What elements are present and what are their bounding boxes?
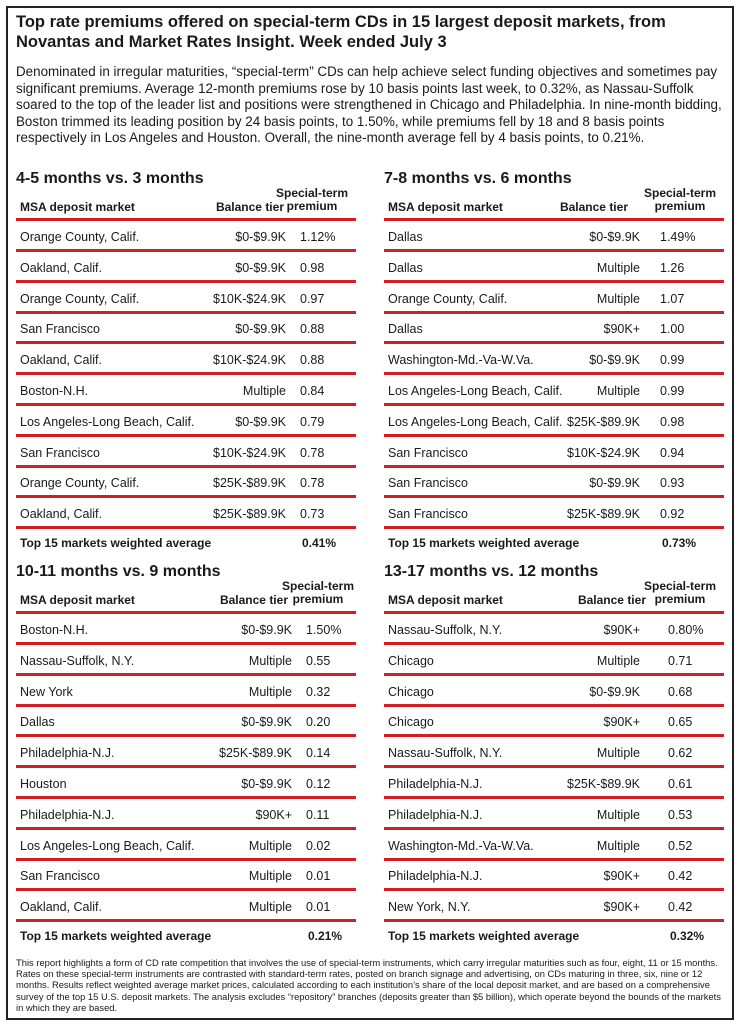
row-divider <box>384 734 724 737</box>
header-market: MSA deposit market <box>388 593 503 607</box>
row-balance-tier: Multiple <box>596 384 640 398</box>
header-market: MSA deposit market <box>20 593 135 607</box>
row-market: San Francisco <box>388 445 468 460</box>
row-market: Chicago <box>388 684 434 699</box>
table-row <box>384 646 724 676</box>
row-premium: 0.55 <box>306 653 331 668</box>
table-row <box>384 831 724 861</box>
row-divider <box>384 311 724 314</box>
row-balance-tier: $10K-$24.9K <box>213 353 286 368</box>
table-row <box>384 769 724 799</box>
row-balance-tier: $25K-$89.9K <box>213 507 286 522</box>
row-balance-tier: Multiple <box>248 838 292 853</box>
header-market: MSA deposit market <box>20 200 135 214</box>
row-balance-tier: Multiple <box>248 653 292 668</box>
row-balance-tier: $90K+ <box>603 869 640 884</box>
row-divider <box>384 403 724 406</box>
row-market: San Francisco <box>20 445 100 460</box>
table-row <box>16 438 356 468</box>
row-premium: 0.01 <box>306 900 331 915</box>
row-premium: 1.07 <box>660 291 685 306</box>
table-row <box>16 222 356 252</box>
table-row <box>16 345 356 375</box>
row-market: Chicago <box>388 715 434 730</box>
table-row <box>384 892 724 922</box>
table-row <box>384 376 724 406</box>
row-market: Washington-Md.-Va-W.Va. <box>388 838 534 853</box>
row-market: Los Angeles-Long Beach, Calif. <box>20 414 195 429</box>
weighted-average-label: Top 15 markets weighted average <box>20 536 212 550</box>
row-divider <box>16 249 356 252</box>
table-row <box>16 646 356 676</box>
row-balance-tier: Multiple <box>596 838 640 853</box>
row-balance-tier: $0-$9.9K <box>589 684 640 699</box>
row-balance-tier: Multiple <box>248 684 292 699</box>
row-divider <box>16 734 356 737</box>
table-row <box>16 253 356 283</box>
row-divider <box>16 611 356 614</box>
row-balance-tier: Multiple <box>596 260 640 275</box>
row-balance-tier: $25K-$89.9K <box>567 507 640 522</box>
table-row <box>16 314 356 344</box>
row-divider <box>16 673 356 676</box>
row-market: Nassau-Suffolk, N.Y. <box>20 653 135 668</box>
table-row <box>384 707 724 737</box>
row-premium: 0.14 <box>306 746 331 761</box>
row-market: Los Angeles-Long Beach, Calif. <box>20 838 195 853</box>
table-row <box>384 407 724 437</box>
row-market: San Francisco <box>388 507 468 522</box>
row-premium: 0.92 <box>660 507 685 522</box>
row-premium: 0.61 <box>668 777 693 791</box>
row-divider <box>16 311 356 314</box>
row-balance-tier: Multiple <box>596 746 640 761</box>
row-balance-tier: $25K-$89.9K <box>219 746 292 761</box>
table-row <box>384 861 724 891</box>
row-divider <box>384 919 724 922</box>
row-divider <box>384 611 724 614</box>
row-balance-tier: $0-$9.9K <box>235 230 286 244</box>
row-balance-tier: $90K+ <box>603 322 640 337</box>
row-premium: 0.94 <box>660 445 685 460</box>
table-row <box>384 615 724 645</box>
intro-paragraph: Denominated in irregular maturities, “special-term” CDs can help achieve select funding objectives and sometimes pay significant premiums. Average 12-month premiums rose by 10 basis points last week, to 0.32%, as Nassau-Suffolk soared to the top of the leader list and positions were strengthened in Chicago and Philadelphia. In nine-month bidding, Boston trimmed its leading position by 24 basis points, to 1.50%, while premiums fell by 18 and 8 basis points respectively in Los Angeles and Houston. Overall, the nine-month average fell by 4 basis points, to 0.21%. <box>16 64 722 145</box>
table-row <box>16 861 356 891</box>
header-tier: Balance tier <box>219 593 288 607</box>
header-premium: Special-term premium <box>643 579 717 606</box>
row-market: Dallas <box>388 260 423 275</box>
row-divider <box>16 827 356 830</box>
row-balance-tier: $0-$9.9K <box>235 322 286 337</box>
row-divider <box>384 642 724 645</box>
row-divider <box>384 827 724 830</box>
table-row <box>16 738 356 768</box>
table-row <box>16 615 356 645</box>
report-title: Top rate premiums offered on special-term CDs in 15 largest deposit markets, from Novantas and Market Rates Insight. Week ended July 3 <box>16 13 666 51</box>
row-divider <box>16 888 356 891</box>
row-premium: 1.26 <box>660 260 685 275</box>
row-balance-tier: $90K+ <box>603 623 640 637</box>
row-divider <box>16 372 356 375</box>
row-premium: 0.80% <box>668 623 704 637</box>
row-balance-tier: $0-$9.9K <box>235 260 286 275</box>
row-divider <box>384 465 724 468</box>
row-premium: 0.42 <box>668 869 693 884</box>
row-premium: 0.68 <box>668 684 693 699</box>
row-premium: 0.78 <box>300 476 325 491</box>
table-row <box>16 769 356 799</box>
table-row <box>16 707 356 737</box>
panel-title: 10-11 months vs. 9 months <box>16 563 221 580</box>
row-balance-tier: $10K-$24.9K <box>213 445 286 460</box>
row-premium: 1.00 <box>660 322 685 337</box>
row-divider <box>16 434 356 437</box>
row-market: Boston-N.H. <box>20 623 89 637</box>
row-premium: 0.88 <box>300 353 325 368</box>
row-market: Oakland, Calif. <box>20 507 102 522</box>
row-balance-tier: $0-$9.9K <box>235 414 286 429</box>
row-balance-tier: Multiple <box>248 900 292 915</box>
row-divider <box>384 526 724 529</box>
row-market: Chicago <box>388 653 434 668</box>
table-row <box>16 892 356 922</box>
row-premium: 0.99 <box>660 384 685 398</box>
row-premium: 0.84 <box>300 384 325 398</box>
row-market: Nassau-Suffolk, N.Y. <box>388 746 503 761</box>
row-divider <box>384 858 724 861</box>
row-divider <box>16 526 356 529</box>
table-row <box>384 222 724 252</box>
table-row <box>384 499 724 529</box>
table-row <box>384 345 724 375</box>
table-row <box>16 284 356 314</box>
row-market: Boston-N.H. <box>20 384 89 398</box>
row-balance-tier: Multiple <box>242 384 286 398</box>
row-divider <box>16 796 356 799</box>
row-balance-tier: Multiple <box>596 807 640 822</box>
row-market: Oakland, Calif. <box>20 900 102 915</box>
panel-title: 7-8 months vs. 6 months <box>384 170 572 187</box>
row-divider <box>16 280 356 283</box>
row-divider <box>16 704 356 707</box>
weighted-average-label: Top 15 markets weighted average <box>388 536 580 550</box>
row-balance-tier: $0-$9.9K <box>589 230 640 244</box>
row-balance-tier: $10K-$24.9K <box>567 445 640 460</box>
row-premium: 0.52 <box>668 838 693 853</box>
row-market: Orange County, Calif. <box>20 230 140 244</box>
row-balance-tier: $10K-$24.9K <box>213 291 286 306</box>
row-divider <box>384 249 724 252</box>
row-premium: 0.12 <box>306 777 331 791</box>
header-tier: Balance tier <box>559 200 628 214</box>
row-market: San Francisco <box>388 476 468 491</box>
row-divider <box>16 341 356 344</box>
weighted-average-label: Top 15 markets weighted average <box>388 929 580 943</box>
row-divider <box>384 341 724 344</box>
row-balance-tier: $0-$9.9K <box>241 777 292 791</box>
row-balance-tier: $25K-$89.9K <box>567 777 640 791</box>
row-divider <box>384 372 724 375</box>
row-divider <box>16 218 356 221</box>
row-market: Dallas <box>388 230 423 244</box>
row-premium: 1.49% <box>660 230 696 244</box>
header-premium: Special-term premium <box>275 186 349 213</box>
row-market: Dallas <box>388 322 423 337</box>
row-market: Philadelphia-N.J. <box>388 807 483 822</box>
weighted-average-label: Top 15 markets weighted average <box>20 929 212 943</box>
row-premium: 1.12% <box>300 230 336 244</box>
row-premium: 0.98 <box>660 414 685 429</box>
row-market: Philadelphia-N.J. <box>20 746 115 761</box>
row-market: San Francisco <box>20 869 100 884</box>
row-premium: 0.79 <box>300 414 325 429</box>
row-premium: 0.32 <box>306 684 331 699</box>
row-divider <box>16 858 356 861</box>
weighted-average-value: 0.32% <box>670 929 705 943</box>
weighted-average-value: 0.41% <box>302 536 337 550</box>
weighted-average-value: 0.73% <box>662 536 697 550</box>
row-divider <box>384 765 724 768</box>
table-row <box>16 468 356 498</box>
row-market: San Francisco <box>20 322 100 337</box>
row-divider <box>384 495 724 498</box>
row-market: Oakland, Calif. <box>20 353 102 368</box>
row-divider <box>16 765 356 768</box>
row-market: Los Angeles-Long Beach, Calif. <box>388 414 563 429</box>
row-market: Los Angeles-Long Beach, Calif. <box>388 384 563 398</box>
row-balance-tier: $0-$9.9K <box>241 715 292 730</box>
row-premium: 0.11 <box>306 807 330 822</box>
row-divider <box>384 280 724 283</box>
row-balance-tier: $25K-$89.9K <box>213 476 286 491</box>
row-premium: 0.78 <box>300 445 325 460</box>
row-balance-tier: $90K+ <box>603 900 640 915</box>
row-premium: 0.20 <box>306 715 331 730</box>
weighted-average-value: 0.21% <box>308 929 343 943</box>
footnote: This report highlights a form of CD rate competition that involves the use of special-term instruments, which carry irregular maturities such as four, eight, 11 or 15 months. Rates on these special-term instruments are contrasted with standard-term rates, posted on branch signage and advertising, on CDs maturing in three, six, nine or 12 months. Results reflect weighted average market prices, calculated according to each institution’s share of the local deposit market, and are based on a comprehensive survey of the top 15 U.S. deposit markets. The analysis excludes “repository” branches (deposits greater than $5 billion), which operate beyond the bounds of the markets in which they are based. <box>16 957 721 1013</box>
row-premium: 0.93 <box>660 476 685 491</box>
row-premium: 0.71 <box>668 653 693 668</box>
panel-title: 4-5 months vs. 3 months <box>16 170 204 187</box>
table-row <box>384 253 724 283</box>
row-balance-tier: $0-$9.9K <box>589 476 640 491</box>
table-row <box>16 407 356 437</box>
row-market: Houston <box>20 777 67 791</box>
row-premium: 0.65 <box>668 715 693 730</box>
table-row <box>16 677 356 707</box>
row-divider <box>384 704 724 707</box>
row-premium: 0.42 <box>668 900 693 915</box>
row-market: Orange County, Calif. <box>388 291 508 306</box>
header-premium: Special-term premium <box>643 186 717 213</box>
row-divider <box>16 465 356 468</box>
row-market: Nassau-Suffolk, N.Y. <box>388 623 503 637</box>
row-premium: 0.99 <box>660 353 685 368</box>
row-divider <box>384 673 724 676</box>
table-row <box>384 314 724 344</box>
row-balance-tier: $90K+ <box>603 715 640 730</box>
row-balance-tier: Multiple <box>248 869 292 884</box>
row-balance-tier: $0-$9.9K <box>241 623 292 637</box>
panel-title: 13-17 months vs. 12 months <box>384 563 599 580</box>
row-divider <box>16 495 356 498</box>
row-divider <box>16 642 356 645</box>
row-balance-tier: Multiple <box>596 291 640 306</box>
row-premium: 0.53 <box>668 807 693 822</box>
row-divider <box>384 434 724 437</box>
row-divider <box>384 796 724 799</box>
row-market: Orange County, Calif. <box>20 476 140 491</box>
table-row <box>384 438 724 468</box>
row-market: New York <box>20 684 73 699</box>
row-premium: 0.01 <box>306 869 331 884</box>
row-market: Orange County, Calif. <box>20 291 140 306</box>
row-balance-tier: $0-$9.9K <box>589 353 640 368</box>
row-market: Philadelphia-N.J. <box>20 807 115 822</box>
row-premium: 1.50% <box>306 623 342 637</box>
header-tier: Balance tier <box>577 593 646 607</box>
table-row <box>16 499 356 529</box>
row-market: Oakland, Calif. <box>20 260 102 275</box>
table-row <box>16 831 356 861</box>
row-premium: 0.97 <box>300 291 325 306</box>
row-premium: 0.98 <box>300 260 325 275</box>
table-row <box>384 468 724 498</box>
row-divider <box>384 218 724 221</box>
row-market: Washington-Md.-Va-W.Va. <box>388 353 534 368</box>
row-market: Philadelphia-N.J. <box>388 869 483 884</box>
row-premium: 0.02 <box>306 838 331 853</box>
row-premium: 0.88 <box>300 322 325 337</box>
row-balance-tier: Multiple <box>596 653 640 668</box>
row-premium: 0.73 <box>300 507 325 522</box>
table-row <box>384 677 724 707</box>
table-row <box>384 800 724 830</box>
row-divider <box>16 403 356 406</box>
row-balance-tier: $25K-$89.9K <box>567 414 640 429</box>
row-market: New York, N.Y. <box>388 900 471 915</box>
row-divider <box>384 888 724 891</box>
row-divider <box>16 919 356 922</box>
header-premium: Special-term premium <box>281 579 355 606</box>
table-row <box>16 376 356 406</box>
table-row <box>16 800 356 830</box>
table-row <box>384 284 724 314</box>
row-balance-tier: $90K+ <box>255 807 292 822</box>
table-row <box>384 738 724 768</box>
row-market: Dallas <box>20 715 55 730</box>
header-tier: Balance tier <box>215 200 284 214</box>
row-market: Philadelphia-N.J. <box>388 777 483 791</box>
row-premium: 0.62 <box>668 746 693 761</box>
header-market: MSA deposit market <box>388 200 503 214</box>
